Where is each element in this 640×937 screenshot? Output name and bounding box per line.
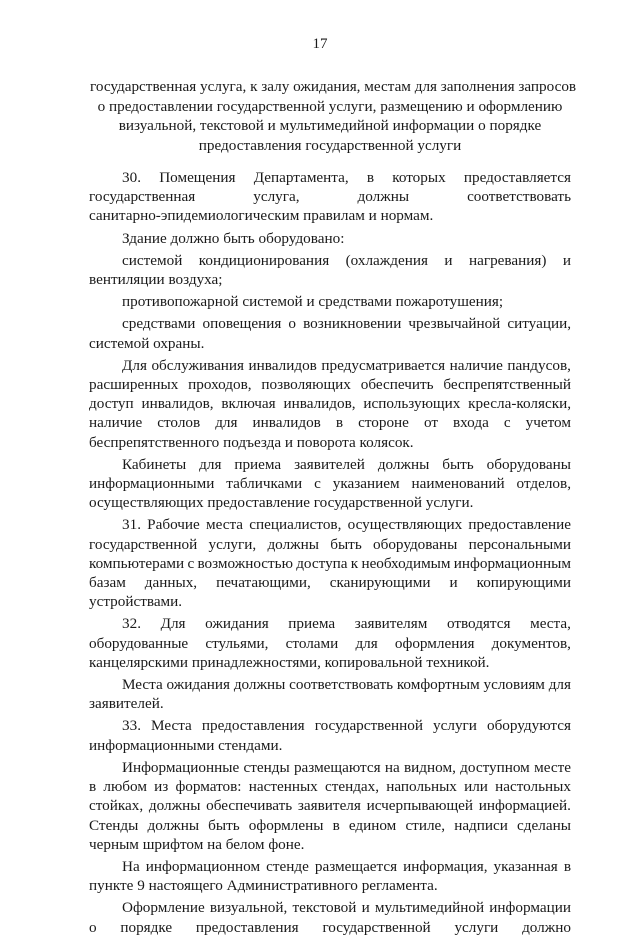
text-line: черным шрифтом на белом фоне. <box>89 835 305 853</box>
word: информацией. <box>478 797 571 815</box>
word: в <box>563 857 571 875</box>
word: сделаны <box>517 816 571 834</box>
word: информационным <box>453 554 571 572</box>
paragraph <box>89 716 571 754</box>
word: Помещения <box>159 169 236 186</box>
word: из <box>154 778 169 796</box>
word: информация, <box>403 857 488 875</box>
word: комфортным <box>396 676 480 694</box>
word: в <box>332 816 340 834</box>
word: которых <box>392 169 446 186</box>
word: места, <box>530 615 571 633</box>
text-line <box>89 356 571 375</box>
word: заявителям <box>354 615 428 633</box>
word: условиям <box>483 676 545 694</box>
word: наличие <box>89 414 143 432</box>
word: документов, <box>491 634 571 652</box>
word: должны <box>148 797 201 815</box>
text-line: противопожарной системой и средствами пожаротушения; <box>122 293 504 311</box>
word: данных, <box>144 574 198 592</box>
text-line <box>89 251 571 270</box>
word: видном, <box>404 758 456 776</box>
word: необходимым <box>361 554 451 572</box>
word: должны <box>233 676 286 694</box>
word: государственной <box>322 918 431 936</box>
word: предусматривается <box>321 356 446 374</box>
word: текстовой <box>292 899 357 917</box>
text-line: устройствами. <box>89 593 183 611</box>
word: информационными <box>89 475 215 493</box>
word: инвалидов, <box>283 395 356 413</box>
paragraph <box>89 758 571 854</box>
text-line <box>89 918 571 937</box>
text-line <box>89 675 571 694</box>
word: оборудованы <box>486 455 571 473</box>
word: Для <box>122 356 147 374</box>
word: нагревания) <box>468 251 547 269</box>
paragraph <box>89 614 571 672</box>
word: Места <box>122 676 163 694</box>
word: оповещения <box>202 315 282 333</box>
paragraph <box>89 675 571 713</box>
word: месте <box>534 758 571 776</box>
word: Места <box>151 717 192 735</box>
word: в <box>335 414 344 432</box>
word: ситуации, <box>507 315 571 333</box>
word: и <box>449 574 458 592</box>
word: предоставления <box>201 717 305 735</box>
word: ожидания <box>166 676 231 694</box>
word: и <box>361 899 370 917</box>
word: быть <box>208 816 240 834</box>
word: размещаются <box>293 758 381 776</box>
word: оборудуются <box>486 717 571 735</box>
word: любом <box>103 778 147 796</box>
word: пандусов, <box>507 356 571 374</box>
word: соответствовать <box>467 188 571 206</box>
word: с <box>503 414 511 432</box>
word: государственной <box>89 535 198 553</box>
word: настенных <box>248 778 318 796</box>
word: предоставление <box>468 516 571 534</box>
word: стороне <box>358 414 409 432</box>
word: кресла-коляски, <box>468 395 571 413</box>
word: проходов, <box>188 376 252 394</box>
word: приема <box>288 615 336 633</box>
word: доступном <box>460 758 530 776</box>
word: возникновении <box>303 315 402 333</box>
word: должны <box>377 455 430 473</box>
word: стенде <box>266 857 309 875</box>
word: 32. <box>122 615 141 633</box>
text-line: пункте 9 настоящего Административного регламента. <box>89 877 438 895</box>
word: или <box>464 778 488 796</box>
paragraph <box>89 251 571 289</box>
word: стенды <box>243 758 290 776</box>
word: отделов, <box>516 475 571 493</box>
word: 30. <box>122 169 141 186</box>
word: обеспечить <box>360 376 434 394</box>
word: позволяющих <box>261 376 351 394</box>
word: использующих <box>363 395 461 413</box>
heading-line: государственная услуга, к залу ожидания, местам для заполнения запросов <box>90 78 577 95</box>
word: Стенды <box>89 816 139 834</box>
word: средствами <box>122 315 196 333</box>
word: доступа <box>296 554 348 572</box>
word: надписи <box>454 816 508 834</box>
text-line <box>89 573 571 592</box>
text-line <box>89 816 571 835</box>
text-line: заявителей. <box>89 695 164 713</box>
word: исчерпывающей <box>366 797 474 815</box>
word: доступ <box>89 395 134 413</box>
word: о <box>89 918 97 936</box>
text-line <box>89 898 571 917</box>
word: на <box>384 758 400 776</box>
word: должны <box>267 535 319 553</box>
word: должно <box>522 918 571 936</box>
word: осуществляющих <box>347 516 463 534</box>
word: 33. <box>122 717 141 735</box>
word: компьютерами <box>89 554 185 572</box>
word: размещается <box>314 857 398 875</box>
text-line <box>89 535 571 554</box>
word: форматов: <box>175 778 242 796</box>
text-line <box>89 187 571 206</box>
word: печатающими, <box>216 574 311 592</box>
text-line <box>89 455 571 474</box>
text-line <box>89 515 571 534</box>
heading-line: предоставления государственной услуги <box>198 136 462 154</box>
text-line: санитарно-эпидемиологическим правилам и нормам. <box>89 207 434 225</box>
word: наименований <box>411 475 505 493</box>
word: инвалидов <box>248 356 317 374</box>
word: в <box>366 169 375 186</box>
word: соответствовать <box>289 676 394 694</box>
word: инвалидов, <box>141 395 214 413</box>
paragraph <box>89 455 571 513</box>
word: информационном <box>145 857 261 875</box>
text-line: системой охраны. <box>89 334 205 352</box>
paragraph <box>89 898 571 936</box>
word: учетом <box>525 414 571 432</box>
word: для <box>548 676 571 694</box>
word: указанием <box>332 475 400 493</box>
word: стульями, <box>205 634 269 652</box>
word: с <box>314 475 321 493</box>
word: указанная <box>493 857 558 875</box>
word: Департамента, <box>253 169 349 186</box>
word: от <box>423 414 438 432</box>
text-line: информационными стендами. <box>89 736 283 754</box>
word: заявителей <box>294 455 365 473</box>
word: мультимедийной <box>374 899 485 917</box>
text-line: вентиляции воздуха; <box>89 271 223 289</box>
word: Информационные <box>122 758 240 776</box>
word: возможностью <box>197 554 293 572</box>
paragraph <box>89 857 571 895</box>
word: оборудованы <box>373 535 458 553</box>
word: оборудованные <box>89 634 189 652</box>
text-line <box>89 758 571 777</box>
word: настольных <box>495 778 571 796</box>
word: Рабочие <box>147 516 200 534</box>
word: Кабинеты <box>122 455 187 473</box>
word: должны <box>357 188 410 206</box>
text-line <box>89 777 571 796</box>
word: инвалидов <box>252 414 321 432</box>
word: столов <box>157 414 201 432</box>
word: наличие <box>449 356 503 374</box>
word: сканирующими <box>329 574 431 592</box>
word: копирующими <box>476 574 571 592</box>
word: для <box>199 455 222 473</box>
word: (охлаждения <box>345 251 428 269</box>
word: услуга, <box>253 188 300 206</box>
word: и <box>444 251 453 269</box>
word: стендах, <box>324 778 380 796</box>
word: для <box>215 414 238 432</box>
word: для <box>355 634 378 652</box>
text-line <box>89 614 571 633</box>
paragraph <box>89 168 571 226</box>
paragraph <box>89 229 571 248</box>
word: визуальной, <box>209 899 288 917</box>
word: расширенных <box>89 376 179 394</box>
word: к <box>350 554 359 572</box>
text-line <box>89 796 571 815</box>
word: входа <box>453 414 489 432</box>
word: оформлены <box>248 816 324 834</box>
paragraph <box>89 292 571 311</box>
word: напольных <box>386 778 457 796</box>
text-line <box>89 634 571 653</box>
word: столами <box>285 634 339 652</box>
text-line <box>89 314 571 333</box>
word: о <box>288 315 297 333</box>
word: порядке <box>120 918 173 936</box>
word: обслуживания <box>151 356 245 374</box>
word: государственная <box>89 188 196 206</box>
word: информации <box>489 899 571 917</box>
word: приема <box>234 455 282 473</box>
word: базам <box>89 574 126 592</box>
word: едином <box>348 816 397 834</box>
text-line <box>89 394 571 413</box>
word: места <box>205 516 244 534</box>
page-number: 17 <box>312 36 328 52</box>
word: с <box>187 554 195 572</box>
word: заявителя <box>297 797 361 815</box>
text-line: осуществляющих предоставление государственной услуги. <box>89 494 474 512</box>
text-line <box>89 716 571 735</box>
word: Для <box>160 615 186 633</box>
word: кондиционирования <box>198 251 330 269</box>
word: быть <box>330 535 362 553</box>
document-body <box>89 168 571 937</box>
section-heading <box>90 77 577 155</box>
text-line <box>89 857 571 876</box>
word: предоставления <box>195 918 299 936</box>
word: 31. <box>122 516 141 534</box>
text-line <box>89 413 571 432</box>
word: специалистов, <box>249 516 342 534</box>
word: оформления <box>394 634 475 652</box>
word: стиле, <box>405 816 446 834</box>
paragraph <box>89 314 571 352</box>
word: в <box>89 778 97 796</box>
word: персональными <box>468 535 571 553</box>
word: включая <box>221 395 276 413</box>
word: отводятся <box>446 615 511 633</box>
word: быть <box>442 455 474 473</box>
word: табличками <box>226 475 303 493</box>
word: услуги, <box>208 535 257 553</box>
text-line: Здание должно быть оборудовано: <box>122 229 345 247</box>
word: беспрепятственный <box>443 376 571 394</box>
word: услуги <box>433 717 477 735</box>
word: предоставляется <box>463 169 571 186</box>
word: государственной <box>314 717 423 735</box>
text-line <box>89 375 571 394</box>
word: и <box>562 251 571 269</box>
word: Оформление <box>122 899 205 917</box>
word: системой <box>122 251 183 269</box>
paragraph <box>89 515 571 611</box>
word: На <box>122 857 140 875</box>
text-line: беспрепятственного подъезда и поворота колясок. <box>89 433 414 451</box>
word: должны <box>147 816 200 834</box>
text-line <box>89 474 571 493</box>
heading-line: о предоставлении государственной услуги, размещению и оформлению <box>97 97 563 115</box>
word: ожидания <box>205 615 269 633</box>
word: обеспечивать <box>206 797 293 815</box>
word: чрезвычайной <box>408 315 501 333</box>
paragraph <box>89 356 571 452</box>
word: услуги <box>454 918 499 936</box>
text-line: канцелярскими принадлежностями, копировальной техникой. <box>89 653 490 671</box>
word: стойках, <box>89 797 144 815</box>
text-line <box>89 168 571 187</box>
text-line <box>89 554 571 573</box>
heading-line: визуальной, текстовой и мультимедийной информации о порядке <box>118 117 542 134</box>
